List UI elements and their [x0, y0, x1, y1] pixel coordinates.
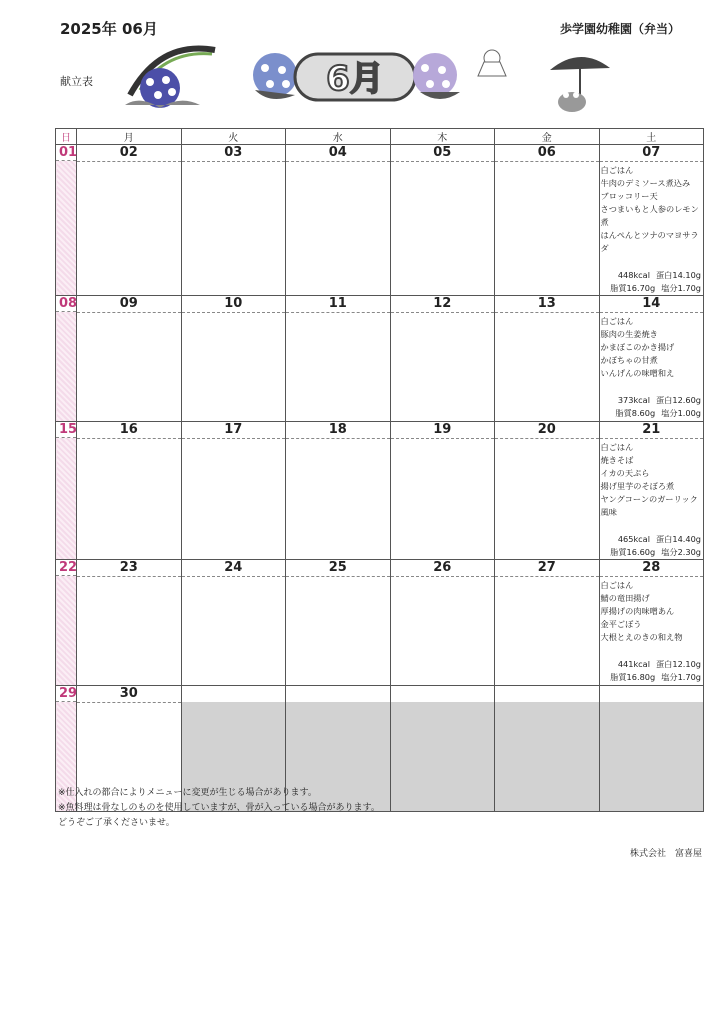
menu-item: 牛肉のデミソース煮込み [600, 178, 691, 188]
day-cell [286, 560, 391, 686]
day-cell [599, 296, 704, 422]
sunday-cell [56, 560, 77, 686]
menu-item: 白ごはん [600, 316, 634, 326]
day-number: 16 [77, 422, 181, 439]
menu-item: さつまいもと人参のレモン煮 [600, 204, 699, 227]
day-cell [77, 560, 182, 686]
company-name: 株式会社 富喜屋 [629, 849, 702, 859]
menu-item: 豚肉の生姜焼き [600, 329, 658, 339]
menu-calendar [55, 128, 704, 812]
day-number: 04 [286, 145, 390, 162]
day-number: 17 [182, 422, 286, 439]
protein-value: 蛋白14.10g [655, 270, 701, 280]
day-cell [181, 145, 286, 296]
day-cell [77, 145, 182, 296]
menu-item: 厚揚げの肉味噌あん [600, 606, 675, 616]
day-number: 09 [77, 296, 181, 313]
menu-item: 白ごはん [600, 165, 634, 175]
day-cell [181, 560, 286, 686]
day-number: 21 [600, 422, 704, 439]
weekday-header-tue: 火 [181, 129, 286, 145]
weekday-header-sun: 日 [56, 129, 77, 145]
menu-item: 金平ごぼう [600, 619, 642, 629]
menu-item: 鯖の竜田揚げ [600, 593, 650, 603]
menu-item: ヤングコーンのガーリック風味 [600, 494, 698, 517]
menu-items [600, 577, 704, 644]
nutrition-info [600, 533, 704, 559]
day-number: 24 [182, 560, 286, 577]
kcal-value: 465kcal [617, 534, 650, 544]
weekday-header-fri: 金 [495, 129, 600, 145]
day-number: 03 [182, 145, 286, 162]
menu-item: 白ごはん [600, 442, 634, 452]
menu-items [600, 439, 704, 519]
hydrangea-right-icon [413, 53, 460, 99]
nutrition-line [600, 533, 702, 546]
kcal-value: 441kcal [617, 659, 650, 669]
nutrition-line [600, 671, 702, 684]
umbrella-hydrangea-icon [125, 48, 215, 108]
day-cell [599, 145, 704, 296]
note-line: ※仕入れの都合によりメニューに変更が生じる場合があります。 [58, 788, 317, 798]
menu-item: かぼちゃの甘煮 [600, 355, 658, 365]
day-number: 06 [495, 145, 599, 162]
calendar-week-row [56, 422, 704, 560]
empty-day-cell [599, 686, 704, 812]
day-cell [390, 296, 495, 422]
day-number: 11 [286, 296, 390, 313]
day-cell [286, 296, 391, 422]
kcal-value: 373kcal [617, 395, 650, 405]
fat-value: 脂質16.80g [610, 672, 656, 682]
day-number: 01 [56, 145, 76, 161]
day-cell [390, 422, 495, 560]
day-cell [495, 296, 600, 422]
day-number: 08 [56, 296, 76, 312]
teru-teru-bozu-icon [478, 50, 506, 76]
protein-value: 蛋白14.40g [655, 534, 701, 544]
salt-value: 塩分1.70g [661, 283, 701, 293]
menu-item: かまぼこのかき揚げ [600, 342, 675, 352]
hydrangea-left-icon [253, 53, 297, 99]
day-cell [77, 422, 182, 560]
nutrition-line [600, 658, 702, 671]
sunday-cell [56, 422, 77, 560]
page-title: 2025年 06月 [60, 20, 158, 38]
kcal-value: 448kcal [617, 270, 650, 280]
empty-day-cell [390, 686, 495, 812]
day-number: 15 [56, 422, 76, 438]
nutrition-line [600, 269, 702, 282]
day-number: 25 [286, 560, 390, 577]
day-number: 30 [77, 686, 181, 703]
menu-item: 大根とえのきの和え物 [600, 632, 683, 642]
day-cell [599, 560, 704, 686]
day-number: 23 [77, 560, 181, 577]
day-number: 18 [286, 422, 390, 439]
day-number: 19 [391, 422, 495, 439]
menu-item: 焼きそば [600, 455, 634, 465]
sunday-cell [56, 296, 77, 422]
weekday-header-mon: 月 [77, 129, 182, 145]
school-name: 歩学園幼稚園（弁当） [559, 22, 680, 36]
day-number: 10 [182, 296, 286, 313]
salt-value: 塩分1.70g [661, 672, 701, 682]
nutrition-line [600, 407, 702, 420]
day-cell [599, 422, 704, 560]
day-number: 27 [495, 560, 599, 577]
protein-value: 蛋白12.10g [655, 659, 701, 669]
day-cell [286, 145, 391, 296]
salt-value: 塩分1.00g [661, 408, 701, 418]
nutrition-line [600, 394, 702, 407]
month-badge-text: 6月 [326, 59, 384, 99]
day-number: 26 [391, 560, 495, 577]
day-cell [495, 422, 600, 560]
day-cell [286, 422, 391, 560]
menu-item: いんげんの味噌和え [600, 368, 675, 378]
weekday-header-thu: 木 [390, 129, 495, 145]
fat-value: 脂質8.60g [615, 408, 656, 418]
menu-subtitle: 献立表 [60, 75, 93, 88]
day-number: 20 [495, 422, 599, 439]
day-number: 14 [600, 296, 704, 313]
day-cell [77, 296, 182, 422]
calendar-week-row [56, 296, 704, 422]
fat-value: 脂質16.60g [610, 547, 656, 557]
day-number: 12 [391, 296, 495, 313]
day-cell [181, 422, 286, 560]
menu-item: はんぺんとツナのマヨサラダ [600, 230, 699, 253]
menu-item: イカの天ぷら [600, 468, 650, 478]
day-number: 05 [391, 145, 495, 162]
calendar-week-row [56, 145, 704, 296]
menu-items [600, 162, 704, 255]
day-number: 02 [77, 145, 181, 162]
nutrition-info [600, 658, 704, 684]
empty-day-cell [495, 686, 600, 812]
note-line: ※魚料理は骨なしのものを使用していますが、骨が入っている場合があります。 [58, 803, 380, 813]
protein-value: 蛋白12.60g [655, 395, 701, 405]
calendar-week-row [56, 560, 704, 686]
weekday-header-sat: 土 [599, 129, 704, 145]
day-number: 13 [495, 296, 599, 313]
nutrition-info [600, 394, 704, 420]
sunday-cell [56, 145, 77, 296]
day-number: 29 [56, 686, 76, 702]
fat-value: 脂質16.70g [610, 283, 656, 293]
june-banner-illustration [120, 40, 620, 116]
day-cell [390, 560, 495, 686]
nutrition-line [600, 282, 702, 295]
menu-item: 揚げ里芋のそぼろ煮 [600, 481, 675, 491]
nutrition-line [600, 546, 702, 559]
notes [58, 786, 380, 831]
menu-item: 白ごはん [600, 580, 634, 590]
note-line: どうぞご了承くださいませ。 [58, 818, 175, 828]
menu-items [600, 313, 704, 380]
day-number: 07 [600, 145, 704, 162]
day-cell [390, 145, 495, 296]
day-cell [495, 145, 600, 296]
day-cell [181, 296, 286, 422]
menu-item: ブロッコリー天 [600, 191, 658, 201]
salt-value: 塩分2.30g [661, 547, 701, 557]
day-number: 28 [600, 560, 704, 577]
day-number: 22 [56, 560, 76, 576]
frog-umbrella-icon [550, 57, 610, 112]
nutrition-info [600, 269, 704, 295]
weekday-header-wed: 水 [286, 129, 391, 145]
day-cell [495, 560, 600, 686]
